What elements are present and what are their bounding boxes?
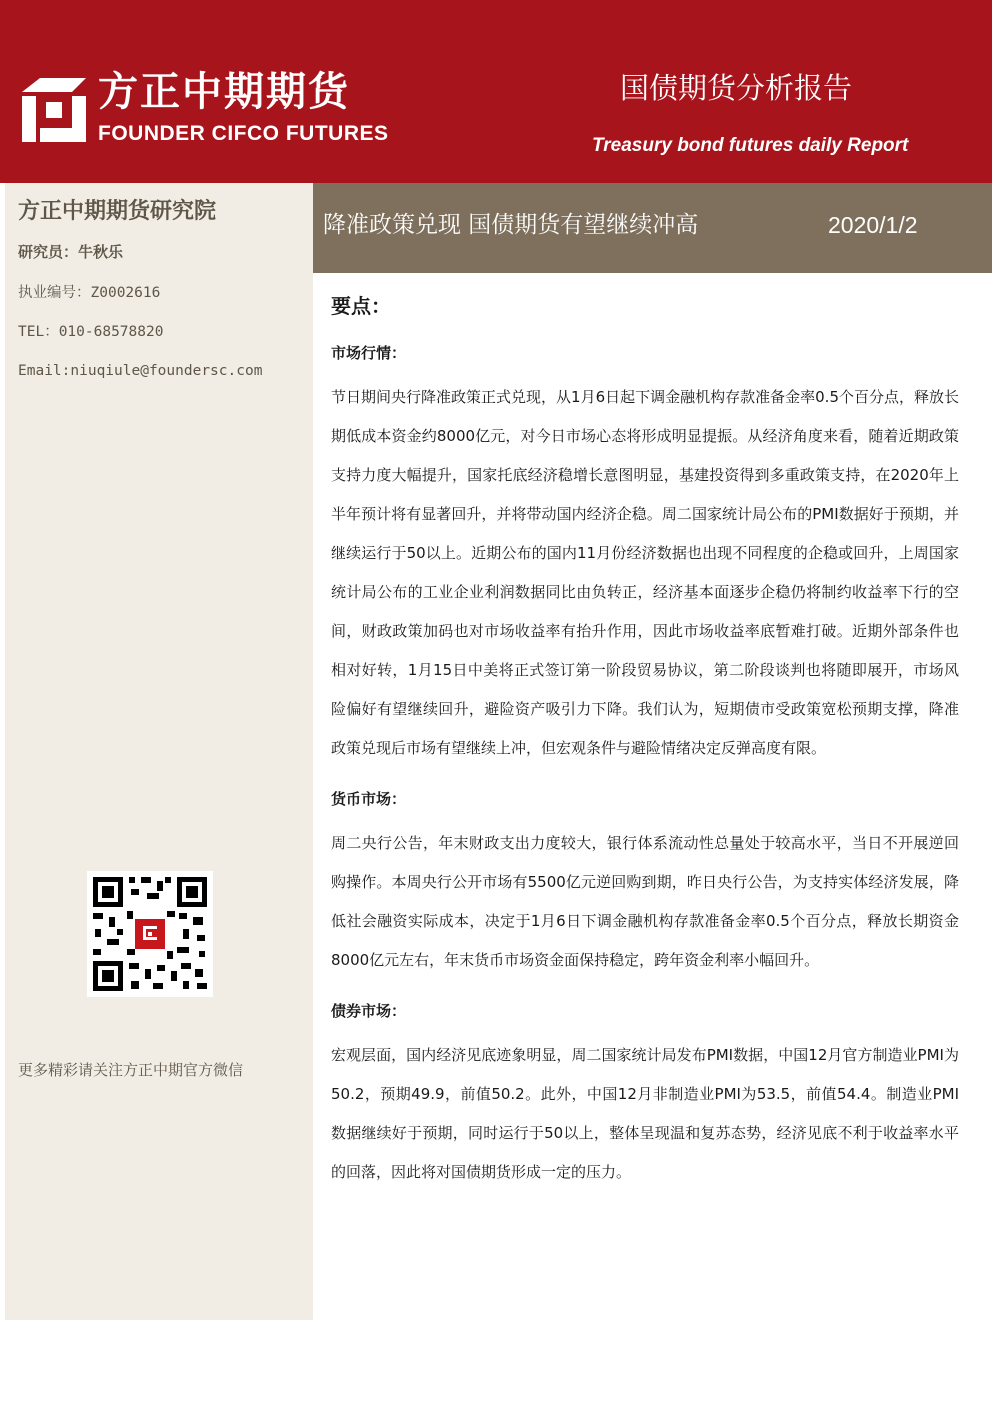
wechat-qr-code-icon	[87, 871, 213, 997]
section-body-bond-market: 宏观层面，国内经济见底迹象明显，周二国家统计局发布PMI数据，中国12月官方制造业PMI为50.2，预期49.9，前值50.2。此外，中国12月非制造业PMI为53.5，前值54.4。制造业PMI数据继续好于预期，同时运行于50以上，整体呈现温和复苏态势，经济见底不利于收益率水平的回落，因此将对国债期货形成一定的压力。	[331, 1046, 959, 1181]
report-date: 2020/1/2	[828, 212, 918, 238]
company-name-cn: 方正中期期货	[98, 69, 350, 115]
section-title-market: 市场行情：	[331, 344, 407, 362]
company-logo-icon	[22, 78, 86, 142]
report-type-en: Treasury bond futures daily Report	[592, 135, 909, 156]
company-name-en: FOUNDER CIFCO FUTURES	[98, 122, 389, 145]
institute-name: 方正中期期货研究院	[18, 199, 217, 224]
license-number: 执业编号：Z0002616	[18, 285, 161, 301]
report-type-cn: 国债期货分析报告	[620, 71, 853, 105]
researcher-name: 研究员：牛秋乐	[18, 243, 124, 261]
report-title-bar	[313, 183, 992, 273]
author-sidebar	[5, 183, 313, 1320]
qr-caption: 更多精彩请关注方正中期官方微信	[18, 1061, 244, 1079]
section-body-market: 节日期间央行降准政策正式兑现，从1月6日起下调金融机构存款准备金率0.5个百分点，释放长期低成本资金约8000亿元，对今日市场心态将形成明显提振。从经济角度来看，随着近期政策支持力度大幅提升，国家托底经济稳增长意图明显，基建投资得到多重政策支持，在2020年上半年预计将有显著回升，并将带动国内经济企稳。周二国家统计局公布的PMI数据好于预期，并继续运行于50以上。近期公布的国内11月份经济数据也出现不同程度的企稳或回升，上周国家统计局公布的工业企业利润数据同比由负转正，经济基本面逐步企稳仍将制约收益率下行的空间，财政政策加码也对市场收益率有抬升作用，因此市场收益率底暂难打破。近期外部条件也相对好转，1月15日中美将正式签订第一阶段贸易协议，第二阶段谈判也将随即展开，市场风险偏好有望继续回升，避险资产吸引力下降。我们认为，短期债市受政策宽松预期支撑，降准政策兑现后市场有望继续上冲，但宏观条件与避险情绪决定反弹高度有限。	[331, 388, 959, 757]
section-title-bond-market: 债券市场：	[331, 1002, 407, 1020]
section-title-money-market: 货币市场：	[331, 790, 407, 808]
telephone: TEL：010-68578820	[18, 324, 164, 340]
section-body-money-market: 周二央行公告，年末财政支出力度较大，银行体系流动性总量处于较高水平，当日不开展逆回购操作。本周央行公开市场有5500亿元逆回购到期，昨日央行公告，为支持实体经济发展，降低社会融资实际成本，决定于1月6日下调金融机构存款准备金率0.5个百分点，释放长期资金8000亿元左右，年末货币市场资金面保持稳定，跨年资金利率小幅回升。	[331, 834, 959, 969]
report-headline: 降准政策兑现 国债期货有望继续冲高	[323, 212, 699, 238]
report-header	[0, 0, 992, 183]
report-body	[331, 288, 959, 1198]
key-points-heading: 要点：	[331, 294, 391, 318]
email-address: Email:niuqiule@foundersc.com	[18, 363, 263, 379]
